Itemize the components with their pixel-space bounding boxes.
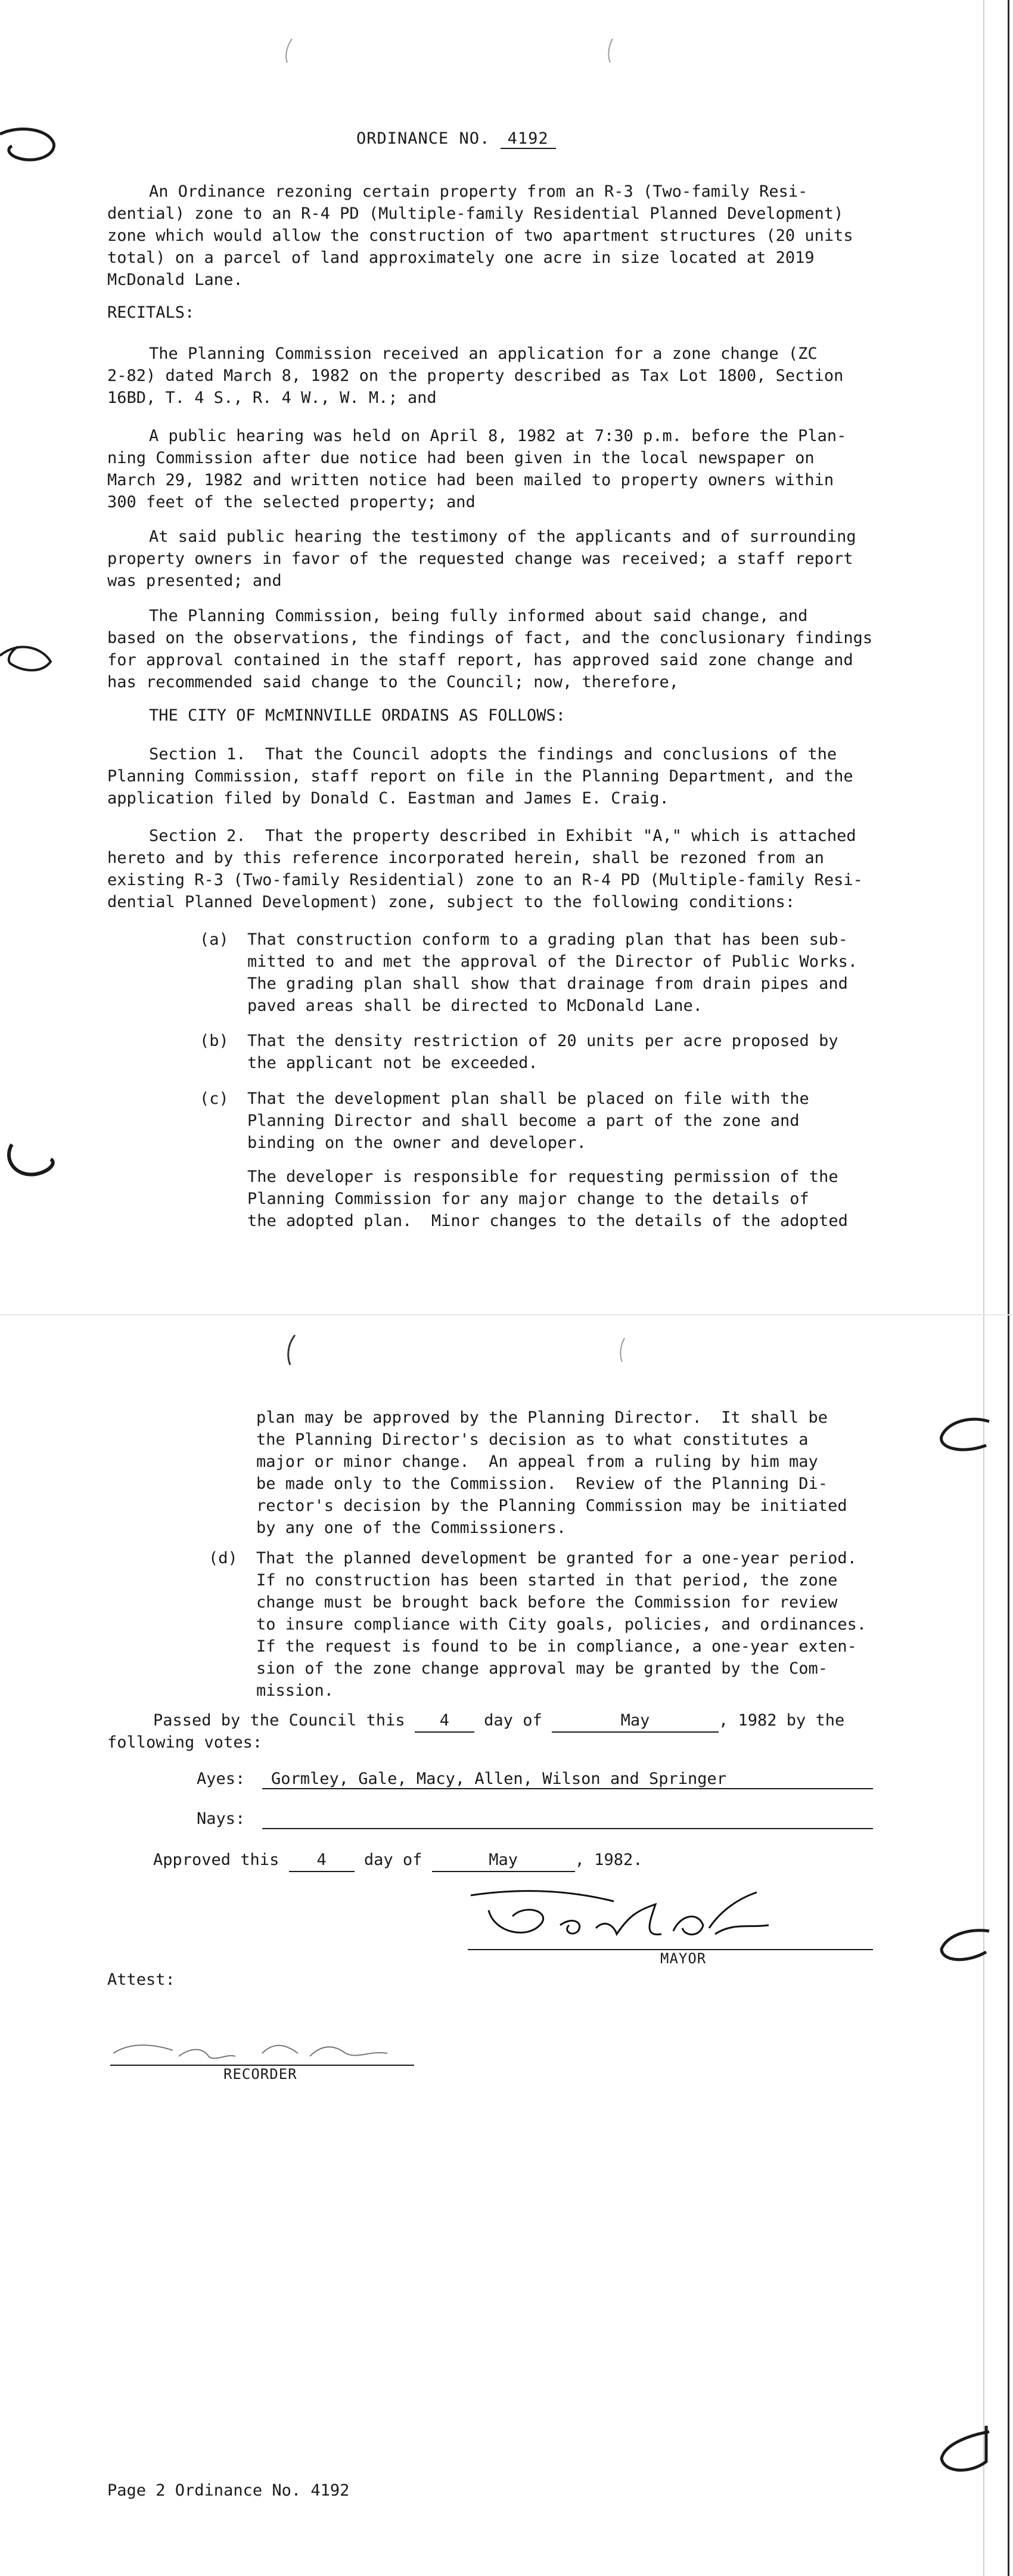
- condition-line: Planning Commission for any major change to the details of: [247, 1190, 809, 1208]
- nays-label: Nays:: [197, 1810, 246, 1828]
- condition-line: the applicant not be exceeded.: [247, 1054, 538, 1072]
- section-1-line: Section 1. That the Council adopts the findings and conclusions of the: [149, 745, 837, 764]
- condition-label: (c): [200, 1090, 229, 1108]
- condition-line: sion of the zone change approval may be granted by the Com-: [256, 1659, 828, 1678]
- scan-artifact: [614, 1335, 632, 1365]
- condition-line: That the development plan shall be placed on file with the: [247, 1090, 809, 1108]
- condition-line: rector's decision by the Planning Commission may be initiated: [256, 1497, 847, 1515]
- condition-label: (b): [200, 1032, 229, 1050]
- recital-line: 16BD, T. 4 S., R. 4 W., W. M.; and: [107, 389, 437, 407]
- ayes-value: Gormley, Gale, Macy, Allen, Wilson and Springer: [271, 1770, 727, 1788]
- condition-line: to insure compliance with City goals, policies, and ordinances.: [256, 1615, 867, 1634]
- condition-line: binding on the owner and developer.: [247, 1134, 586, 1152]
- ordains-heading: THE CITY OF McMINNVILLE ORDAINS AS FOLLOWS:: [149, 706, 565, 725]
- recital-line: At said public hearing the testimony of the applicants and of surrounding: [149, 527, 856, 546]
- condition-line: That construction conform to a grading plan that has been sub-: [247, 930, 848, 949]
- condition-line: plan may be approved by the Planning Director. It shall be: [256, 1408, 828, 1427]
- recital-line: March 29, 1982 and written notice had been mailed to property owners within: [107, 471, 834, 489]
- section-2-line: hereto and by this reference incorporated herein, shall be rezoned from an: [107, 849, 824, 867]
- attest-label: Attest:: [107, 1970, 175, 1989]
- approved-month: May: [432, 1849, 575, 1872]
- mayor-signature: [459, 1869, 793, 1952]
- section-2-line: existing R-3 (Two-family Residential) zone to an R-4 PD (Multiple-family Resi-: [107, 871, 863, 889]
- punch-hole-mark: [930, 1413, 995, 1460]
- recital-line: property owners in favor of the requested change was received; a staff report: [107, 550, 853, 568]
- recital-line: ning Commission after due notice had been given in the local newspaper on: [107, 449, 815, 467]
- recital-line: The Planning Commission received an application for a zone change (ZC: [149, 344, 818, 363]
- ayes-underline: [262, 1788, 873, 1789]
- passed-line: Passed by the Council this 4 day of May , 1982 by the: [153, 1709, 844, 1733]
- section-2-line: dential Planned Development) zone, subject to the following conditions:: [107, 893, 796, 911]
- punch-hole-mark: [0, 1135, 66, 1183]
- intro-line: McDonald Lane.: [107, 271, 243, 289]
- passed-month: May: [552, 1709, 719, 1733]
- condition-line: That the planned development be granted for a one-year period.: [256, 1549, 857, 1568]
- condition-line: major or minor change. An appeal from a ruling by him may: [256, 1453, 818, 1471]
- condition-line: That the density restriction of 20 units per acre proposed by: [247, 1032, 838, 1050]
- recitals-heading: RECITALS:: [107, 303, 195, 322]
- recital-line: for approval contained in the staff report, has approved said zone change and: [107, 651, 853, 669]
- approved-day: 4: [289, 1849, 355, 1872]
- scan-artifact: [602, 36, 620, 66]
- ordinance-number: 4192: [501, 129, 556, 149]
- recorder-label: RECORDER: [223, 2066, 297, 2082]
- condition-line: by any one of the Commissioners.: [256, 1519, 567, 1537]
- punch-hole-mark: [0, 629, 66, 676]
- nays-underline: [262, 1828, 873, 1829]
- condition-line: The developer is responsible for requesting permission of the: [247, 1168, 838, 1186]
- condition-line: Planning Director and shall become a part of the zone and: [247, 1112, 800, 1130]
- punch-hole-mark: [930, 1922, 995, 1970]
- condition-line: be made only to the Commission. Review of the Planning Di-: [256, 1475, 828, 1493]
- recital-line: A public hearing was held on April 8, 1982 at 7:30 p.m. before the Plan-: [149, 427, 847, 445]
- condition-line: the Planning Director's decision as to what constitutes a: [256, 1430, 809, 1449]
- condition-line: mission.: [256, 1681, 334, 1700]
- punch-hole-mark: [930, 2426, 995, 2479]
- condition-line: paved areas shall be directed to McDonald Lane.: [247, 997, 703, 1015]
- page-edge: [1008, 0, 1009, 2576]
- passed-day: 4: [415, 1709, 474, 1733]
- ordinance-title: ORDINANCE NO. 4192: [356, 129, 556, 149]
- recital-line: The Planning Commission, being fully informed about said change, and: [149, 607, 808, 625]
- intro-line: zone which would allow the construction of two apartment structures (20 units: [107, 226, 853, 245]
- mayor-label: MAYOR: [660, 1950, 707, 1967]
- intro-line: An Ordinance rezoning certain property from an R-3 (Two-family Resi-: [149, 182, 808, 201]
- recital-line: based on the observations, the findings of fact, and the conclusionary findings: [107, 629, 873, 647]
- intro-line: dential) zone to an R-4 PD (Multiple-family Residential Planned Development): [107, 204, 844, 223]
- intro-line: total) on a parcel of land approximately one acre in size located at 2019: [107, 249, 815, 267]
- section-1-line: Planning Commission, staff report on file in the Planning Department, and the: [107, 767, 853, 786]
- punch-hole-mark: [0, 119, 66, 167]
- condition-line: If the request is found to be in compliance, a one-year exten-: [256, 1637, 857, 1656]
- recital-line: 2-82) dated March 8, 1982 on the property described as Tax Lot 1800, Section: [107, 367, 844, 385]
- recital-line: has recommended said change to the Council; now, therefore,: [107, 673, 679, 691]
- condition-label: (d): [209, 1549, 238, 1568]
- condition-line: the adopted plan. Minor changes to the details of the adopted: [247, 1212, 848, 1230]
- page-footer: Page 2 Ordinance No. 4192: [107, 2481, 350, 2500]
- approved-line: Approved this 4 day of May , 1982.: [153, 1849, 642, 1872]
- condition-label: (a): [200, 930, 229, 949]
- page-edge-shadow: [983, 0, 984, 2576]
- condition-line: The grading plan shall show that drainage from drain pipes and: [247, 974, 848, 993]
- page-break: [0, 1314, 1013, 1315]
- passed-line: following votes:: [107, 1733, 263, 1752]
- section-2-line: Section 2. That the property described in Exhibit "A," which is attached: [149, 827, 856, 845]
- section-1-line: application filed by Donald C. Eastman and James E. Craig.: [107, 789, 669, 808]
- scan-artifact: [280, 36, 298, 66]
- condition-line: mitted to and met the approval of the Director of Public Works.: [247, 952, 858, 971]
- ayes-label: Ayes:: [197, 1770, 246, 1788]
- recital-line: 300 feet of the selected property; and: [107, 493, 476, 511]
- recital-line: was presented; and: [107, 572, 282, 590]
- condition-line: change must be brought back before the Commission for review: [256, 1593, 838, 1612]
- scan-artifact: [283, 1332, 301, 1368]
- condition-line: If no construction has been started in that period, the zone: [256, 1571, 838, 1590]
